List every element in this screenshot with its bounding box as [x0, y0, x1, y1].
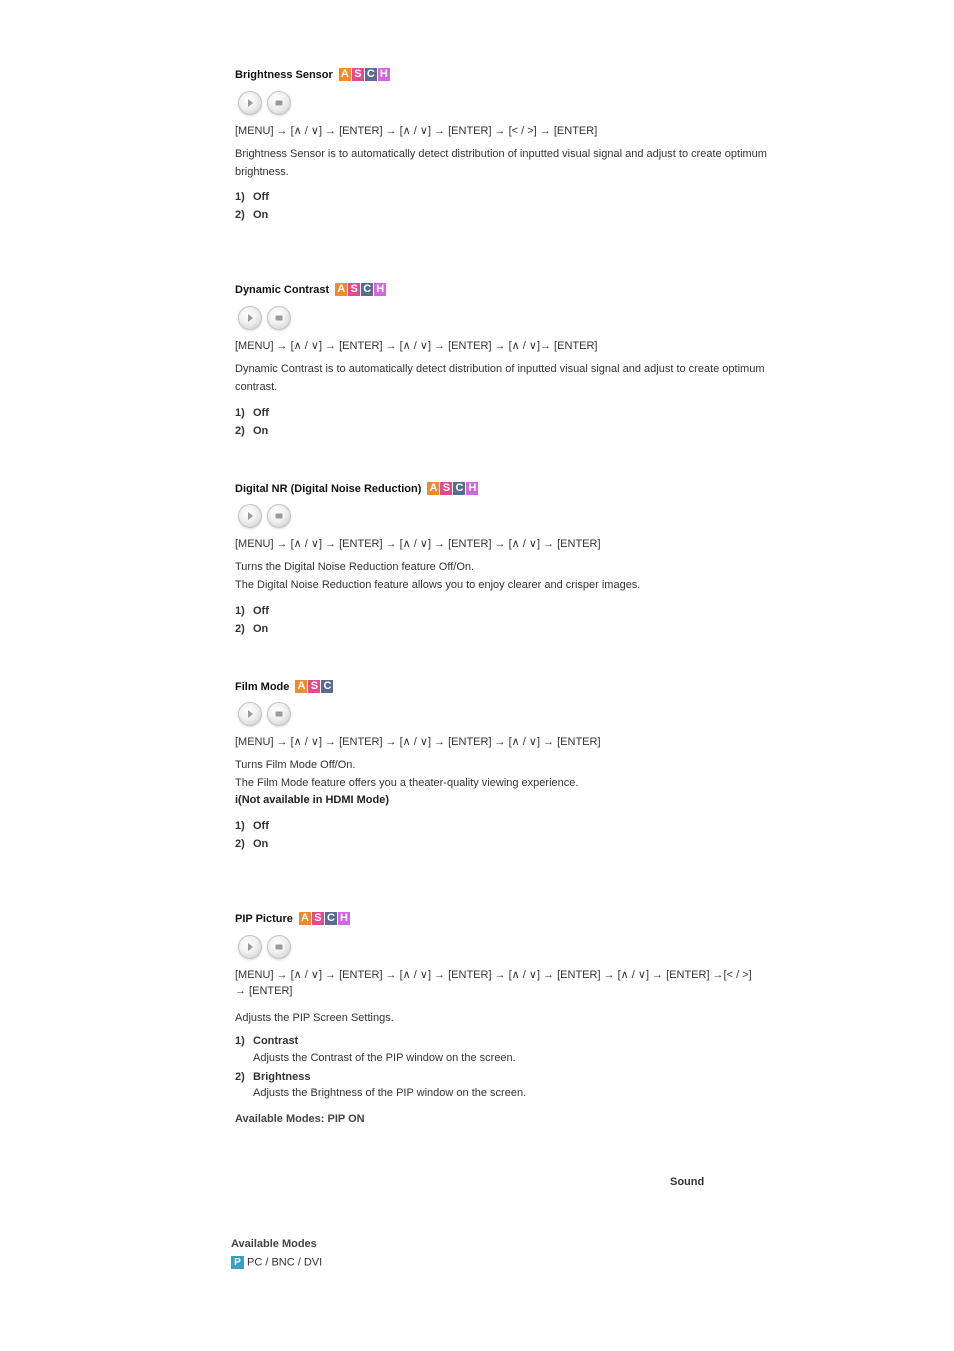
mode-badge-h: H — [338, 912, 350, 925]
section-title-text: Film Mode — [235, 681, 290, 693]
option-number: 1) — [235, 605, 245, 617]
section-title-brightness-sensor — [235, 68, 391, 82]
mode-badge-s: S — [348, 283, 360, 296]
description-line: The Film Mode feature offers you a theater-quality viewing experience. — [235, 776, 579, 789]
option-label: Brightness — [253, 1071, 311, 1083]
mode-badge-a: A — [427, 482, 439, 495]
mode-badge-c: C — [453, 482, 465, 495]
option-label: Off — [253, 820, 269, 832]
option-item — [235, 191, 269, 203]
media-controls — [238, 91, 296, 115]
play-circle-icon[interactable] — [238, 504, 262, 528]
option-item — [235, 1071, 310, 1083]
stop-circle-icon[interactable] — [267, 91, 291, 115]
media-controls — [238, 504, 296, 528]
play-circle-icon[interactable] — [238, 306, 262, 330]
mode-badge-s: S — [308, 680, 320, 693]
stop-circle-icon[interactable] — [267, 306, 291, 330]
section-description: Adjusts the PIP Screen Settings. — [235, 1012, 394, 1024]
mode-badge-s: S — [312, 912, 324, 925]
mode-badge-s: S — [352, 68, 364, 81]
mode-badge-c: C — [325, 912, 337, 925]
option-label: Off — [253, 191, 269, 203]
option-item — [235, 209, 268, 221]
option-number: 2) — [235, 425, 245, 437]
section-description — [235, 559, 775, 594]
hdmi-note: i(Not available in HDMI Mode) — [235, 794, 390, 806]
mode-badge-c: C — [365, 68, 377, 81]
option-label: Contrast — [253, 1035, 299, 1047]
stop-circle-icon[interactable] — [267, 935, 291, 959]
mode-badges — [295, 680, 334, 694]
available-modes-title: Available Modes — [231, 1238, 317, 1250]
option-number: 2) — [235, 1071, 245, 1083]
section-description: Brightness Sensor is to automatically detect distribution of inputted visual signal and adjust to create optimum brightness. — [235, 148, 767, 178]
section-description: Dynamic Contrast is to automatically detect distribution of inputted visual signal and adjust to create optimum contrast. — [235, 363, 765, 393]
mode-badges — [339, 68, 391, 82]
option-label: On — [253, 623, 269, 635]
mode-badge-a: A — [335, 283, 347, 296]
option-number: 1) — [235, 407, 245, 419]
section-title-text: Brightness Sensor — [235, 69, 333, 81]
option-number: 2) — [235, 623, 245, 635]
option-item — [235, 623, 268, 635]
section-description — [235, 757, 775, 810]
media-controls — [238, 935, 296, 959]
section-title-text: Dynamic Contrast — [235, 284, 330, 296]
available-modes-list — [231, 1256, 322, 1269]
section-title-pip-picture — [235, 912, 351, 926]
section-title-digital-nr — [235, 482, 479, 496]
section-title-text: PIP Picture — [235, 913, 293, 925]
option-label: On — [253, 209, 269, 221]
play-circle-icon[interactable] — [238, 91, 262, 115]
menu-path: [MENU] → [∧ / ∨] → [ENTER] → [∧ / ∨] → [ENTER] → [< / >] → [ENTER] — [235, 125, 598, 137]
play-circle-icon[interactable] — [238, 702, 262, 726]
menu-path: [MENU] → [∧ / ∨] → [ENTER] → [∧ / ∨] → [ENTER] → [∧ / ∨] → [ENTER] — [235, 538, 601, 550]
mode-badge-h: H — [378, 68, 390, 81]
option-item — [235, 820, 269, 832]
mode-badge-c: C — [361, 283, 373, 296]
option-number: 1) — [235, 820, 245, 832]
option-item — [235, 605, 269, 617]
available-modes-note: Available Modes: PIP ON — [235, 1113, 365, 1125]
mode-badge-s: S — [440, 482, 452, 495]
option-number: 2) — [235, 838, 245, 850]
media-controls — [238, 702, 296, 726]
option-number: 1) — [235, 191, 245, 203]
option-number: 2) — [235, 209, 245, 221]
section-title-dynamic-contrast — [235, 283, 387, 297]
mode-badge-h: H — [374, 283, 386, 296]
play-circle-icon[interactable] — [238, 935, 262, 959]
option-item — [235, 1035, 298, 1047]
mode-badge-a: A — [299, 912, 311, 925]
available-modes-text: PC / BNC / DVI — [247, 1256, 323, 1269]
option-number: 1) — [235, 1035, 245, 1047]
mode-badge-h: H — [466, 482, 478, 495]
option-item — [235, 407, 269, 419]
mode-badge-a: A — [339, 68, 351, 81]
option-description: Adjusts the Brightness of the PIP window on the screen. — [253, 1087, 527, 1099]
stop-circle-icon[interactable] — [267, 504, 291, 528]
menu-path-continued: → [ENTER] — [235, 985, 293, 997]
stop-circle-icon[interactable] — [267, 702, 291, 726]
option-description: Adjusts the Contrast of the PIP window on the screen. — [253, 1052, 516, 1064]
menu-path: [MENU] → [∧ / ∨] → [ENTER] → [∧ / ∨] → [ENTER] → [∧ / ∨] → [ENTER] — [235, 736, 601, 748]
media-controls — [238, 306, 296, 330]
option-label: On — [253, 425, 269, 437]
pc-mode-badge-icon: P — [231, 1256, 244, 1269]
option-item — [235, 838, 268, 850]
mode-badges — [427, 482, 479, 496]
menu-path: [MENU] → [∧ / ∨] → [ENTER] → [∧ / ∨] → [ENTER] → [∧ / ∨]→ [ENTER] — [235, 340, 598, 352]
mode-badges — [335, 283, 387, 297]
option-label: On — [253, 838, 269, 850]
description-line: Turns Film Mode Off/On. — [235, 759, 356, 771]
option-label: Off — [253, 605, 269, 617]
option-label: Off — [253, 407, 269, 419]
menu-path: [MENU] → [∧ / ∨] → [ENTER] → [∧ / ∨] → [ENTER] → [∧ / ∨] → [ENTER] → [∧ / ∨] → [ENTER] →[< / >] — [235, 969, 752, 981]
mode-badge-c: C — [321, 680, 333, 693]
section-title-film-mode — [235, 680, 334, 694]
mode-badges — [299, 912, 351, 926]
option-item — [235, 425, 268, 437]
description-line: The Digital Noise Reduction feature allows you to enjoy clearer and crisper images. — [235, 578, 641, 591]
description-line: Turns the Digital Noise Reduction feature Off/On. — [235, 561, 475, 573]
section-title-text: Digital NR (Digital Noise Reduction) — [235, 483, 422, 495]
mode-badge-a: A — [295, 680, 307, 693]
next-section-link-sound[interactable]: Sound — [670, 1176, 705, 1188]
